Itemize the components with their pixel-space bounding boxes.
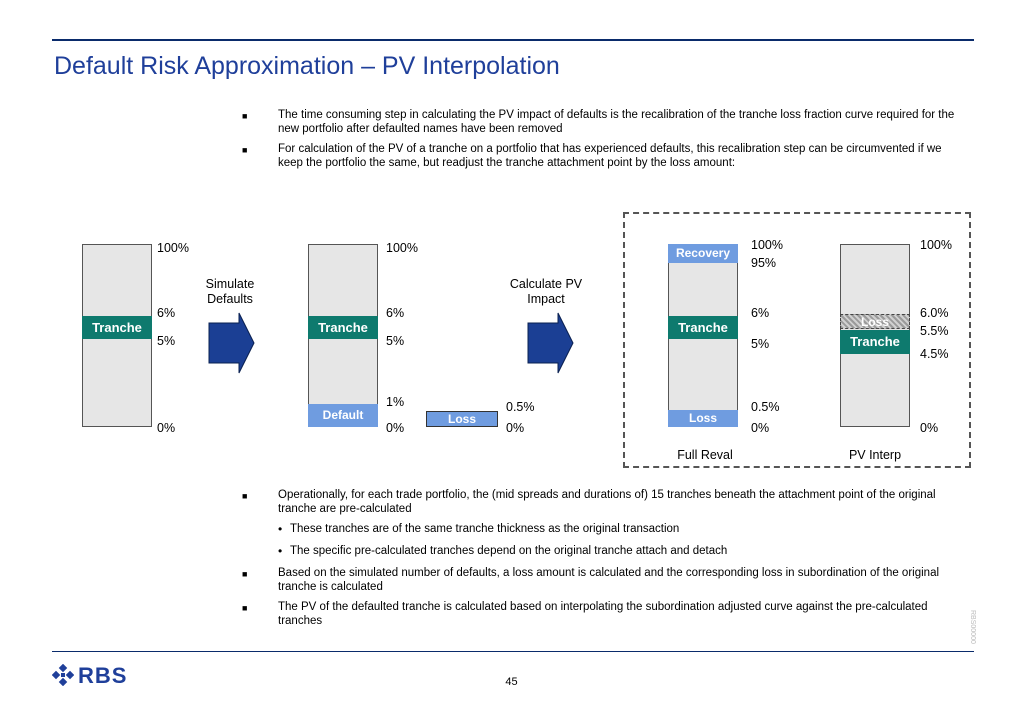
bullet-dot-icon: • bbox=[278, 522, 283, 536]
bullet-square-icon: ■ bbox=[242, 145, 248, 155]
right-arrow-icon bbox=[526, 312, 576, 374]
bullet-dot-icon: • bbox=[278, 544, 283, 558]
pct-label: 100% bbox=[386, 241, 418, 255]
pct-label: 95% bbox=[751, 256, 777, 270]
side-code: RBS00000 bbox=[969, 610, 976, 644]
tranche-band: Tranche bbox=[82, 316, 152, 339]
recovery-band: Recovery bbox=[668, 244, 738, 263]
pct-label: 6% bbox=[386, 306, 405, 320]
tranche-band: Tranche bbox=[668, 316, 738, 339]
bullet-square-icon: ■ bbox=[242, 491, 248, 501]
pct-label: 0% bbox=[386, 421, 405, 435]
page-title: Default Risk Approximation – PV Interpolation bbox=[54, 52, 560, 80]
bullet-square-icon: ■ bbox=[242, 569, 248, 579]
pct-label: 100% bbox=[157, 241, 189, 255]
bullet-item: ■ For calculation of the PV of a tranche on a portfolio that has experienced defaults, this recalibration step can be circumvented if we keep the portfolio the same, but readjust the tranche attachment point by the loss amount: bbox=[242, 143, 942, 169]
pct-label: 100% bbox=[920, 238, 952, 252]
pct-label: 4.5% bbox=[920, 347, 949, 361]
pct-label: 0.5% bbox=[751, 400, 780, 414]
bullet-item: ■ Operationally, for each trade portfolio, the (mid spreads and durations of) 15 tranches beneath the attachment point of the original tranche are pre-calculated bbox=[242, 489, 936, 515]
pv-interp-caption: PV Interp bbox=[848, 448, 902, 462]
bullet-item: ■ The time consuming step in calculating the PV impact of defaults is the recalibration of the tranche loss fraction curve required for the new portfolio after defaulted names have been removed bbox=[242, 109, 955, 135]
pct-label: 6.0% bbox=[920, 306, 949, 320]
top-bullets bbox=[238, 108, 968, 176]
full-reval-caption: Full Reval bbox=[677, 448, 733, 462]
bullet-item: ■ Based on the simulated number of defaults, a loss amount is calculated and the corresponding loss in subordination of the original tranche is calculated bbox=[242, 567, 940, 593]
pct-label: 0% bbox=[157, 421, 176, 435]
loss-box: Loss bbox=[426, 411, 498, 427]
pct-label: 5% bbox=[157, 334, 176, 348]
pct-label: 0% bbox=[506, 421, 525, 435]
pct-label: 5.5% bbox=[920, 324, 949, 338]
loss-band: Loss bbox=[840, 314, 910, 329]
bottom-rule bbox=[52, 651, 974, 652]
pct-label: 100% bbox=[751, 238, 783, 252]
pct-label: 0% bbox=[751, 421, 770, 435]
sub-bullet-item: • The specific pre-calculated tranches depend on the original tranche attach and detach bbox=[278, 544, 728, 558]
tranche-band: Tranche bbox=[308, 316, 378, 339]
calculate-pv-impact-label: Calculate PV Impact bbox=[509, 277, 583, 306]
right-arrow-icon bbox=[207, 312, 257, 374]
pct-label: 5% bbox=[386, 334, 405, 348]
bottom-bullets bbox=[238, 488, 968, 634]
bullet-square-icon: ■ bbox=[242, 603, 248, 613]
page-number: 45 bbox=[505, 676, 518, 688]
sub-bullet-item: • These tranches are of the same tranche thickness as the original transaction bbox=[278, 522, 680, 536]
top-rule bbox=[52, 39, 974, 41]
simulate-defaults-label: Simulate Defaults bbox=[205, 277, 255, 306]
tranche-band: Tranche bbox=[840, 330, 910, 354]
pct-label: 6% bbox=[751, 306, 770, 320]
pct-label: 0.5% bbox=[506, 400, 535, 414]
pct-label: 5% bbox=[751, 337, 770, 351]
pct-label: 0% bbox=[920, 421, 939, 435]
pct-label: 1% bbox=[386, 395, 405, 409]
loss-band: Loss bbox=[668, 410, 738, 427]
bullet-square-icon: ■ bbox=[242, 111, 248, 121]
rbs-logo-text: RBS bbox=[78, 663, 128, 688]
bullet-item: ■ The PV of the defaulted tranche is calculated based on interpolating the subordination adjusted curve against the pre-calculated tranches bbox=[242, 601, 928, 627]
pct-label: 6% bbox=[157, 306, 176, 320]
default-band: Default bbox=[308, 404, 378, 427]
